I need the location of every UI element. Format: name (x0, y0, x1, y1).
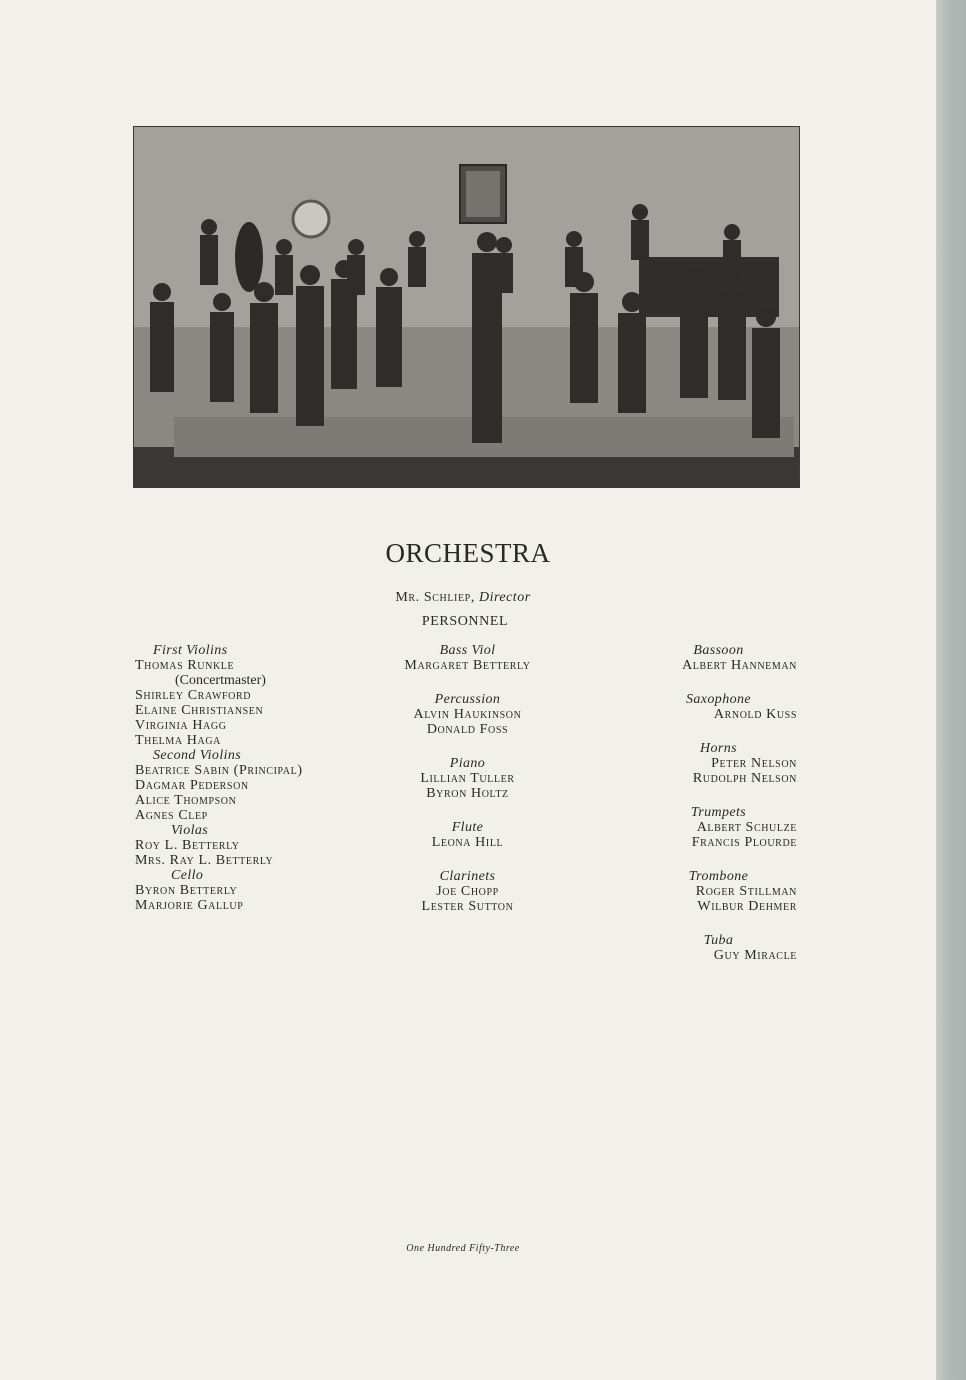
roster-name: Rudolph Nelson (692, 771, 797, 786)
roster-name: Donald Foss (426, 722, 509, 737)
roster-name: Roger Stillman (695, 884, 797, 899)
section-label-first-violins: First Violins (153, 643, 228, 658)
roster-name: Guy Miracle (713, 948, 797, 963)
page-binding-edge (936, 0, 966, 1380)
roster-name: Lester Sutton (421, 899, 514, 914)
section-bassoon (620, 643, 797, 673)
roster-left-column (135, 643, 395, 913)
concertmaster-note: (Concertmaster) (175, 673, 266, 688)
page-number-footer: One Hundred Fifty-Three (406, 1243, 520, 1254)
section-horns (620, 741, 797, 786)
roster-name: Arnold Kuss (713, 707, 797, 722)
roster-name: Margaret Betterly (404, 658, 531, 673)
roster-name: Alvin Haukinson (413, 707, 522, 722)
roster-name: Wilbur Dehmer (697, 899, 797, 914)
roster-name: Roy L. Betterly (135, 838, 240, 853)
roster-name: Peter Nelson (711, 756, 797, 771)
section-label: Percussion (434, 692, 501, 707)
roster-name: Francis Plourde (691, 835, 797, 850)
roster-name: Beatrice Sabin (Principal) (135, 763, 303, 778)
section-percussion (360, 692, 575, 737)
roster-name: Lillian Tuller (420, 771, 515, 786)
roster-middle-column (360, 643, 575, 933)
roster-name: Thomas Runkle (135, 658, 235, 673)
section-piano (360, 756, 575, 801)
director-line (0, 590, 926, 606)
section-label: Trombone (688, 869, 749, 884)
roster-name: Shirley Crawford (135, 688, 252, 703)
section-label: Bass Viol (439, 643, 496, 658)
section-tuba (620, 933, 797, 963)
orchestra-photo (133, 126, 800, 488)
roster-name: Byron Betterly (135, 883, 238, 898)
section-label: Bassoon (693, 643, 744, 658)
roster-name: Albert Hanneman (682, 658, 797, 673)
roster-name: Agnes Clep (135, 808, 208, 823)
roster-name: Mrs. Ray L. Betterly (135, 853, 274, 868)
roster-name: Byron Holtz (426, 786, 509, 801)
section-label: Flute (451, 820, 484, 835)
section-clarinets (360, 869, 575, 914)
roster-name: Virginia Hagg (135, 718, 227, 733)
section-label: Horns (699, 741, 737, 756)
roster-name: Leona Hill (431, 835, 504, 850)
orchestra-photo-illustration (134, 127, 799, 487)
section-label: Saxophone (685, 692, 752, 707)
section-label: Clarinets (439, 869, 496, 884)
page-title: ORCHESTRA (385, 538, 551, 568)
roster-name: Alice Thompson (135, 793, 237, 808)
director-name: Mr. Schliep, (395, 590, 475, 605)
roster-name: Joe Chopp (436, 884, 499, 899)
roster-name: Thelma Haga (135, 733, 221, 748)
roster-name: Albert Schulze (696, 820, 797, 835)
roster-right-column (620, 643, 797, 982)
section-bass-viol (360, 643, 575, 673)
section-label-violas: Violas (171, 823, 209, 838)
section-label: Piano (449, 756, 486, 771)
section-label-second-violins: Second Violins (153, 748, 242, 763)
roster-name: Elaine Christiansen (135, 703, 264, 718)
roster-name: Marjorie Gallup (135, 898, 244, 913)
personnel-heading: PERSONNEL (421, 614, 509, 629)
section-label: Tuba (703, 933, 734, 948)
section-trombone (620, 869, 797, 914)
section-flute (360, 820, 575, 850)
roster-name: Dagmar Pederson (135, 778, 249, 793)
section-saxophone (620, 692, 797, 722)
section-label-cello: Cello (171, 868, 204, 883)
section-trumpets (620, 805, 797, 850)
section-label: Trumpets (690, 805, 747, 820)
director-role: Director (478, 590, 531, 605)
